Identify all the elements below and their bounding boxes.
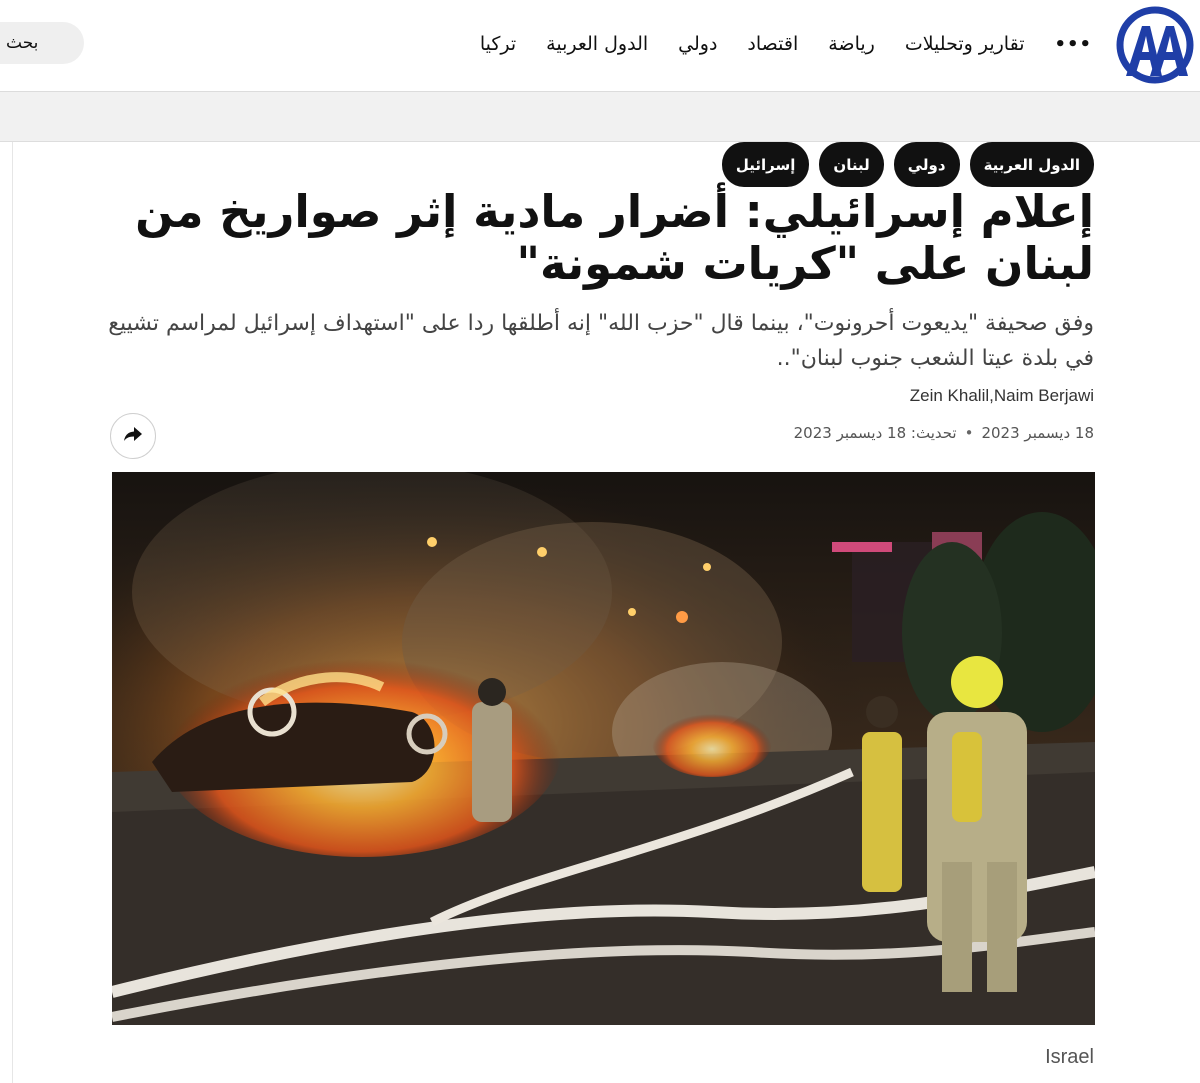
search-label: بحث <box>6 33 39 53</box>
more-menu-button[interactable]: ••• <box>1054 33 1092 55</box>
article-headline: إعلام إسرائيلي: أضرار مادية إثر صواريخ من لبنان على "كريات شمونة" <box>135 185 1094 290</box>
updated-date: تحديث: 18 ديسمبر 2023 <box>793 424 957 442</box>
nav-item-reports[interactable]: تقارير وتحليلات <box>904 33 1025 55</box>
nav-item-economy[interactable]: اقتصاد <box>747 33 799 55</box>
nav-item-international[interactable]: دولي <box>678 33 718 55</box>
share-button[interactable] <box>110 413 156 459</box>
nav-item-turkey[interactable]: تركيا <box>479 33 517 55</box>
article-authors[interactable]: Zein Khalil,Naim Berjawi <box>909 386 1094 405</box>
article-dates <box>794 424 1094 442</box>
tag-international[interactable]: دولي <box>894 142 960 187</box>
sub-navigation-bar <box>0 92 1200 142</box>
tag-israel[interactable]: إسرائيل <box>722 142 810 187</box>
tag-arab-states[interactable]: الدول العربية <box>970 142 1094 187</box>
photo-caption: Israel <box>1045 1046 1094 1068</box>
share-icon <box>123 425 143 447</box>
nav-item-sports[interactable]: رياضة <box>828 33 875 55</box>
content-divider <box>12 142 13 1083</box>
date-separator: • <box>964 424 974 442</box>
main-nav <box>480 0 1092 88</box>
site-header <box>0 0 1200 92</box>
article-photo <box>112 472 1095 1025</box>
nav-item-arab-states[interactable]: الدول العربية <box>546 33 649 55</box>
article-lead: وفق صحيفة "يديعوت أحرونوت"، بينما قال "حزب الله" إنه أطلقها ردا على "استهداف إسرائيل لمراسم تشييع في بلدة عيتا الشعب جنوب لبنان".. <box>108 311 1094 371</box>
published-date: 18 ديسمبر 2023 <box>981 424 1094 442</box>
search-button[interactable] <box>0 22 84 64</box>
tag-lebanon[interactable]: لبنان <box>819 142 883 187</box>
aa-logo-icon[interactable] <box>1116 6 1194 84</box>
category-tags <box>722 142 1094 187</box>
